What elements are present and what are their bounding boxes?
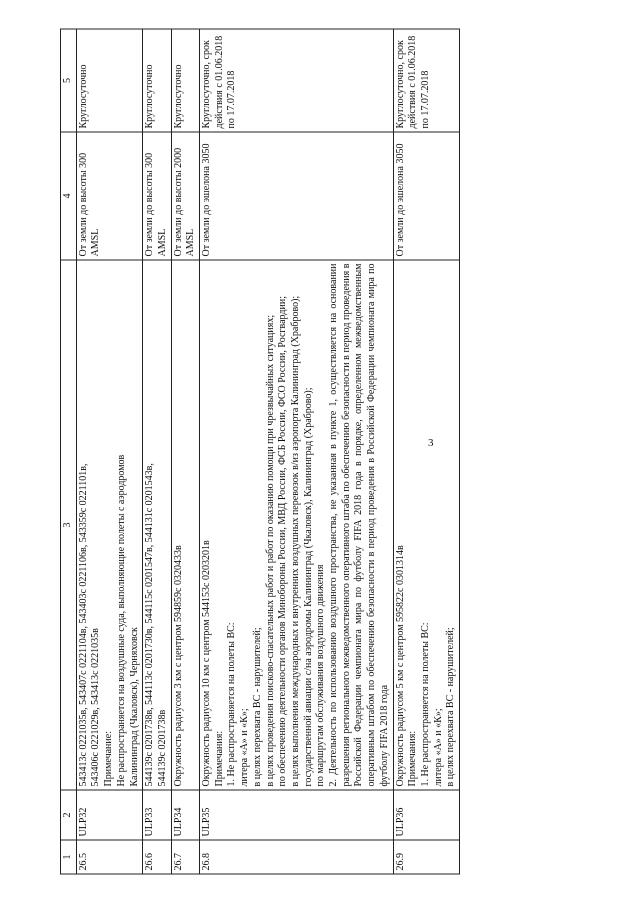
- zone-code: ULP34: [171, 790, 199, 840]
- operating-time: Круглосуточно: [76, 29, 143, 132]
- header-cell-5: 5: [61, 29, 77, 132]
- description-line: Примечание:: [103, 731, 115, 787]
- zone-code: ULP32: [76, 790, 143, 840]
- zone-description: [200, 260, 394, 790]
- zone-description: [171, 260, 199, 790]
- operating-time: Круглосуточно, срок действия с 01.06.2018 по 17.07.2018: [393, 29, 460, 132]
- table-row: [76, 29, 143, 874]
- description-line: Окружность радиусом 3 км с центром 594859c 0320433в: [172, 545, 184, 787]
- description-line: Примечания:: [407, 730, 419, 787]
- zone-description: [76, 260, 143, 790]
- header-cell-2: 2: [61, 790, 77, 840]
- page-number: 3: [428, 437, 434, 449]
- description-line: Окружность радиусом 10 км с центром 544153c 0203201в: [201, 540, 213, 787]
- altitude-limits: От земли до высоты 2000 AMSL: [171, 132, 199, 260]
- header-cell-1: 1: [61, 840, 77, 874]
- table-row: [171, 29, 199, 874]
- description-line: Не распространяется на воздушные суда, выполняющие полеты с аэродромов: [115, 454, 127, 787]
- altitude-limits: От земли до высоты 300 AMSL: [143, 132, 171, 260]
- description-line: 2. Деятельность по использованию воздушного пространства, не указанная в пункте 1, осуществляется на основании разрешения регионального межведомственного оперативного штаба по обеспечению безопасности в период проведения в Российской Федерации чемпионата мира по футболу FIFA 2018 года в порядке, определенном межведомственным оперативным штабом по обеспечению безопасности в период проведения в Российской Федерации чемпионата мира по футболу FIFA 2018 года: [328, 263, 390, 787]
- description-line: Окружность радиусом 5 км с центром 595822c 0301314в: [394, 545, 406, 787]
- description-line: по обеспечению деятельности органов Минобороны России, МВД России, ФСБ России, ФСО России, Росгвардии;: [277, 296, 289, 787]
- zone-description: [393, 260, 460, 790]
- altitude-limits: От земли до эшелона 3050: [200, 132, 394, 260]
- operating-time: Круглосуточно: [143, 29, 171, 132]
- description-line: 543413c 0221035в, 543407c 0221104в, 543403c 0221106в, 543359c 0221101в,: [77, 463, 89, 787]
- row-number: 26.9: [393, 840, 460, 874]
- zone-description: [143, 260, 171, 790]
- zone-code: ULP36: [393, 790, 460, 840]
- operating-time: Круглосуточно, срок действия с 01.06.2018 по 17.07.2018: [200, 29, 394, 132]
- zone-code: ULP35: [200, 790, 394, 840]
- description-line: Примечания:: [213, 730, 225, 787]
- description-line: в целях проведения поисково-спасательных работ и работ по оказанию помощи при чрезвычайных ситуациях;: [264, 314, 276, 787]
- row-number: 26.8: [200, 840, 394, 874]
- description-line: 543406c 0221029в, 543413c 0221035в: [90, 628, 102, 787]
- description-line: 1. Не распространяется на полеты ВС:: [226, 622, 238, 787]
- altitude-limits: От земли до высоты 300 AMSL: [76, 132, 143, 260]
- rotated-table-container: [60, 30, 580, 875]
- zone-code: ULP33: [143, 790, 171, 840]
- header-cell-3: 3: [61, 260, 77, 790]
- description-line: литера «А» и «К»;: [432, 708, 444, 787]
- row-number: 26.7: [171, 840, 199, 874]
- description-line: в целях выполнения международных и внутренних воздушных перевозок в/из аэропорта Калининград (Храброво);: [289, 295, 301, 787]
- description-line: литера «А» и «К»;: [239, 708, 251, 787]
- description-line: 544139c 0201738в, 544113c 0201730в, 544115c 0201547в, 544131c 0201543в,: [144, 463, 156, 787]
- altitude-limits: От земли до эшелона 3050: [393, 132, 460, 260]
- description-line: в целях перехвата ВС - нарушителей;: [445, 627, 457, 787]
- table-row: [393, 29, 460, 874]
- row-number: 26.6: [143, 840, 171, 874]
- table-row: [143, 29, 171, 874]
- operating-time: Круглосуточно: [171, 29, 199, 132]
- table-row: [200, 29, 394, 874]
- description-line: 1. Не распространяется на полеты ВС:: [419, 622, 431, 787]
- description-line: государственной авиации с/на аэродромы Калининград (Чкаловск), Калининград (Храброво);: [302, 387, 314, 787]
- description-line: 544139c 0201738в: [156, 709, 168, 787]
- description-line: по маршрутам обслуживания воздушного движения: [315, 564, 327, 787]
- airspace-table: [60, 29, 460, 875]
- header-row: [61, 29, 77, 874]
- description-line: Калининград (Чкаловск), Черняховск: [128, 627, 140, 787]
- row-number: 26.5: [76, 840, 143, 874]
- description-line: в целях перехвата ВС - нарушителей;: [251, 627, 263, 787]
- header-cell-4: 4: [61, 132, 77, 260]
